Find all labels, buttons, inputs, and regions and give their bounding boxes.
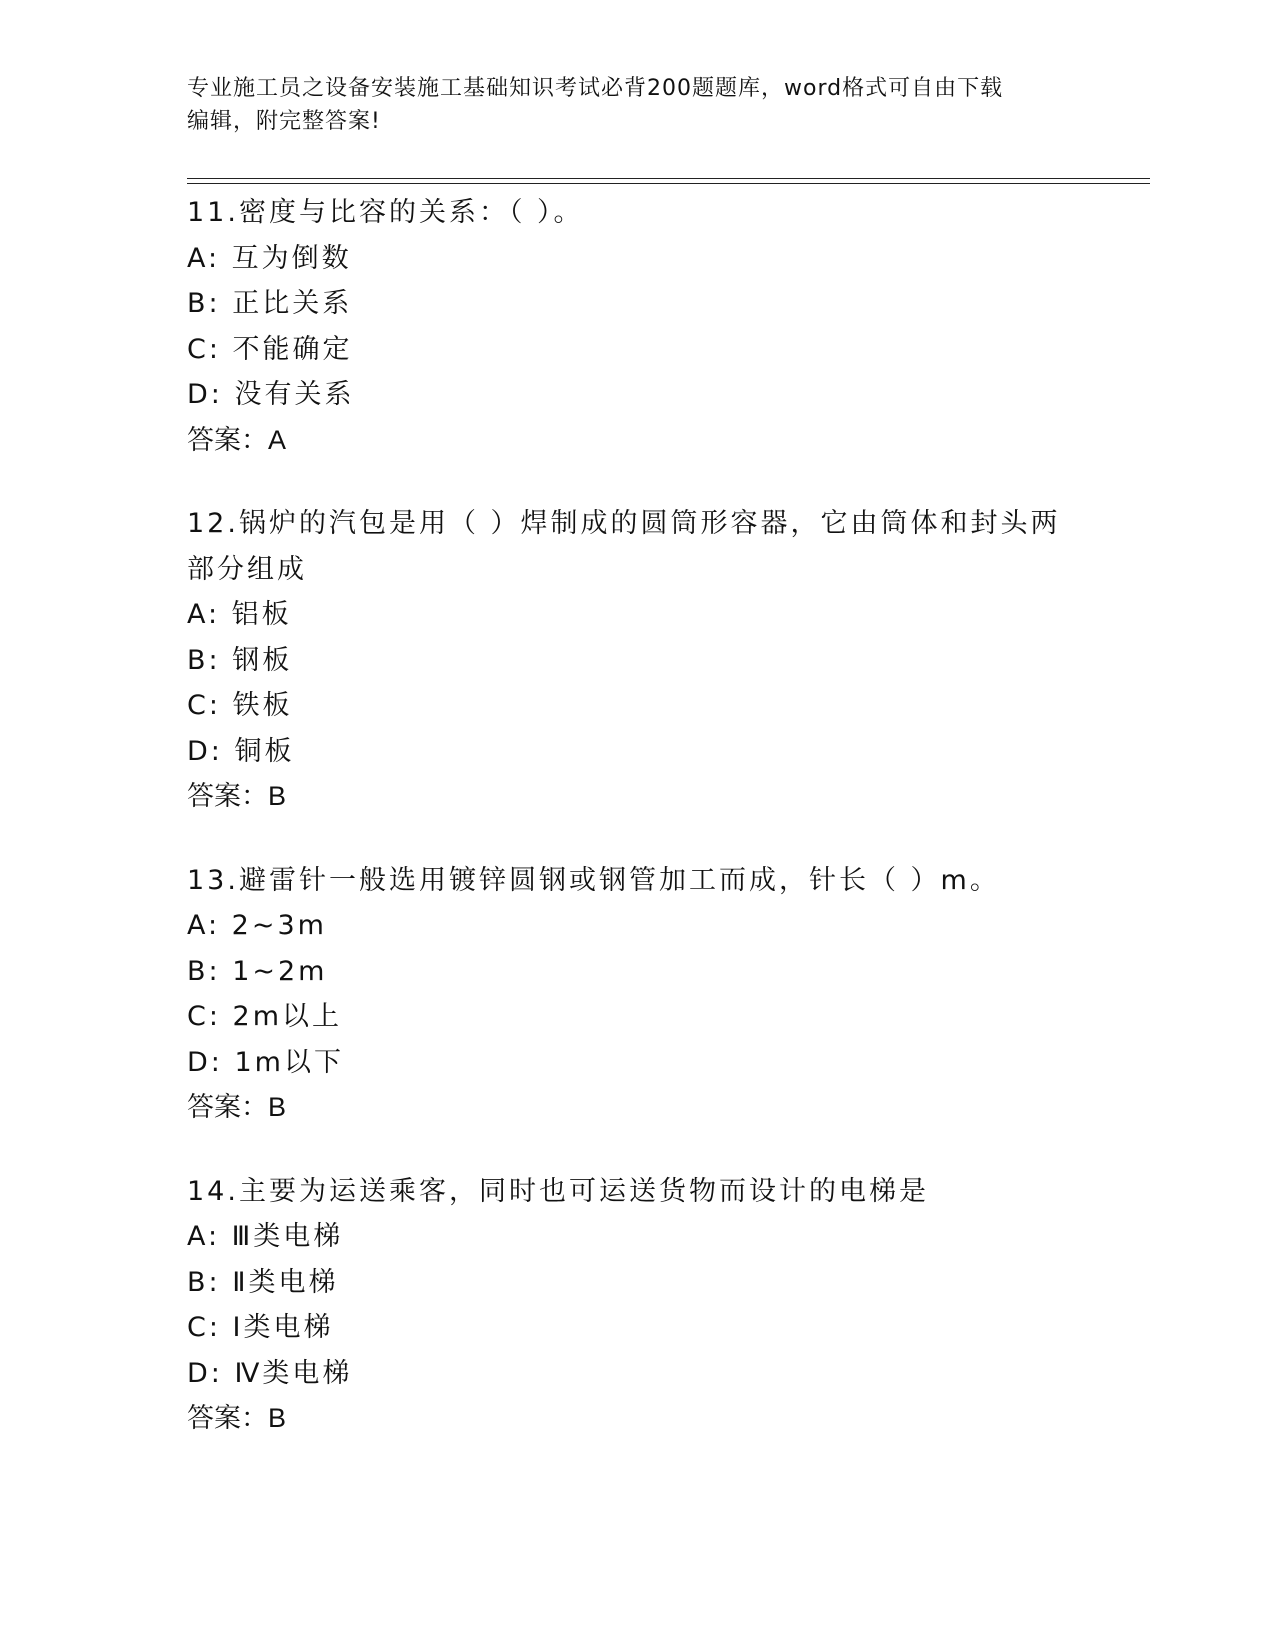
option-b: B: 1~2m <box>187 955 328 987</box>
question-13 <box>187 858 1087 1131</box>
option-d: D: 铜板 <box>187 735 295 767</box>
answer-label: 答案：A <box>187 424 287 455</box>
option-b: B: Ⅱ类电梯 <box>187 1266 339 1298</box>
option-c: C: 2m以上 <box>187 1001 343 1032</box>
option-d: D: 1m以下 <box>187 1046 344 1078</box>
answer-label: 答案：B <box>187 1403 287 1433</box>
option-a: A: 2~3m <box>187 910 327 941</box>
option-b: B: 正比关系 <box>187 288 353 319</box>
option-a: A: Ⅲ类电梯 <box>187 1221 344 1252</box>
option-d: D: Ⅳ类电梯 <box>187 1357 353 1389</box>
option-a: A: 铝板 <box>187 599 292 630</box>
question-12 <box>187 501 1087 820</box>
question-stem: 13.避雷针一般选用镀锌圆钢或钢管加工而成，针长（ ）m。 <box>187 864 1000 896</box>
question-stem: 11.密度与比容的关系：（ ）。 <box>187 197 584 228</box>
answer-label: 答案：B <box>187 781 287 811</box>
header-divider-bottom <box>187 183 1150 184</box>
question-stem: 12.锅炉的汽包是用（ ）焊制成的圆筒形容器，它由筒体和封头两部分组成 <box>187 508 1061 585</box>
option-d: D: 没有关系 <box>187 379 355 410</box>
header-title-line-2: 编辑，附完整答案! <box>187 109 381 134</box>
option-a: A: 互为倒数 <box>187 242 352 274</box>
option-c: C: 铁板 <box>187 690 293 721</box>
question-list <box>187 190 1087 1480</box>
document-header <box>187 72 1087 138</box>
header-title-line-1: 专业施工员之设备安装施工基础知识考试必背200题题库，word格式可自由下载 <box>187 76 1004 101</box>
option-b: B: 钢板 <box>187 644 293 676</box>
option-c: C: Ⅰ类电梯 <box>187 1312 334 1343</box>
header-divider-top <box>187 178 1150 179</box>
question-stem: 14.主要为运送乘客，同时也可运送货物而设计的电梯是 <box>187 1175 929 1207</box>
question-14 <box>187 1169 1087 1442</box>
question-11 <box>187 190 1087 463</box>
answer-label: 答案：B <box>187 1092 287 1122</box>
option-c: C: 不能确定 <box>187 333 353 365</box>
